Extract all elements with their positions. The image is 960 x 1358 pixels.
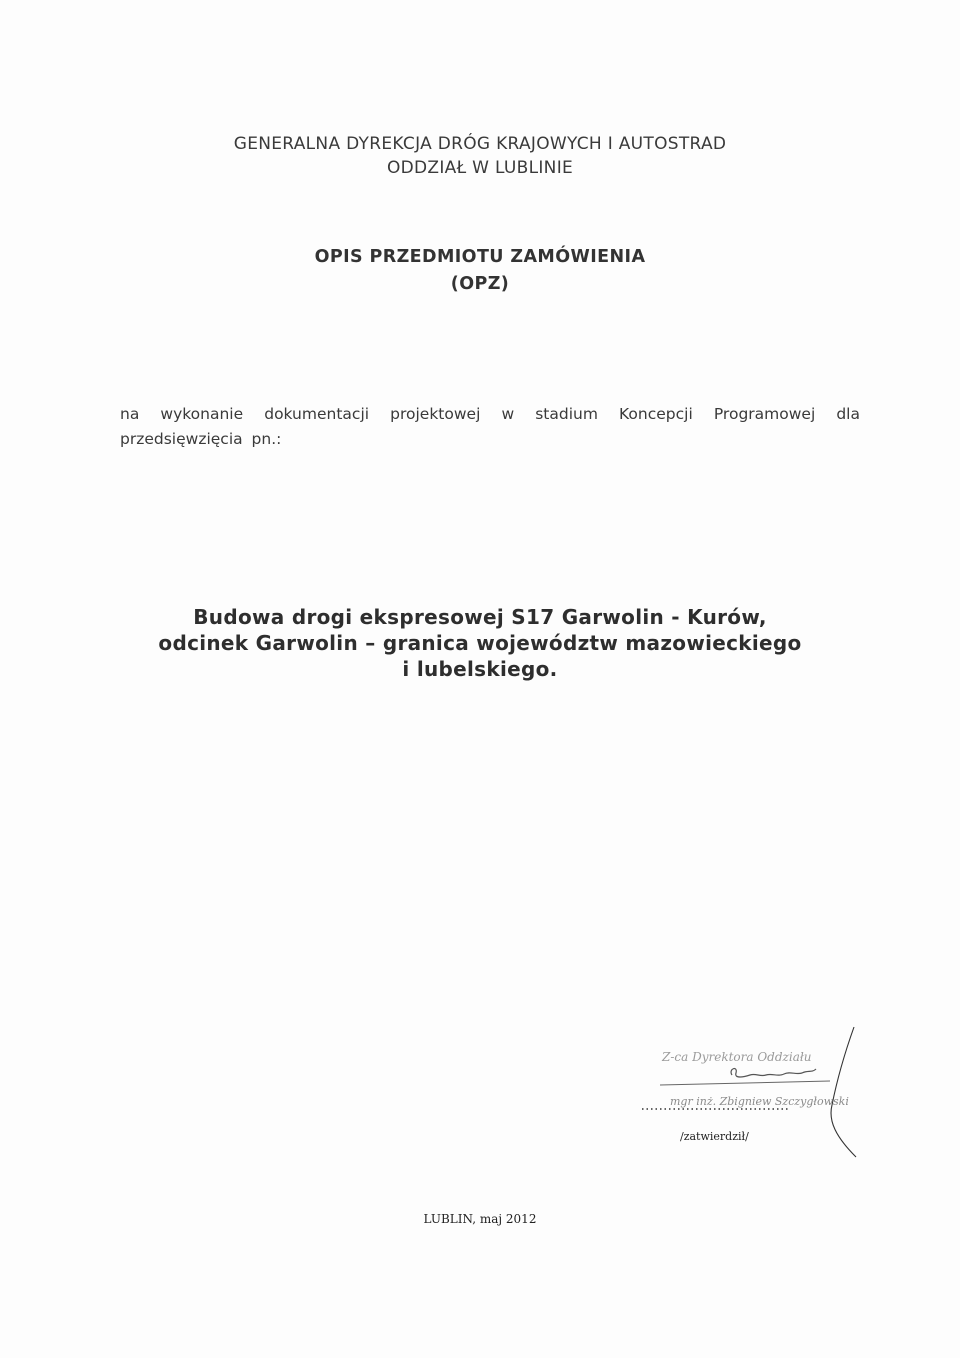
organization-name: GENERALNA DYREKCJA DRÓG KRAJOWYCH I AUTOSTRAD <box>233 134 727 154</box>
signature-underline <box>660 1081 830 1085</box>
stamp-title-text: Z-ca Dyrektora Oddziału <box>662 1050 812 1064</box>
document-title-abbrev: (OPZ) <box>450 274 510 294</box>
approved-label: /zatwierdził/ <box>680 1130 749 1143</box>
signature-stamp <box>640 1025 880 1165</box>
organization-header <box>0 132 960 180</box>
project-name <box>0 604 960 682</box>
signature-stroke <box>831 1027 856 1157</box>
project-name-line-1: Budowa drogi ekspresowej S17 Garwolin - Kurów, <box>193 605 767 629</box>
place-date: LUBLIN, maj 2012 <box>423 1212 537 1226</box>
document-title-main: OPIS PRZEDMIOTU ZAMÓWIENIA <box>314 247 646 267</box>
project-name-line-3: i lubelskiego. <box>402 657 558 681</box>
organization-branch: ODDZIAŁ W LUBLINIE <box>386 158 574 178</box>
signature-stamp-graphic <box>640 1025 880 1165</box>
signature-scribble <box>731 1069 816 1077</box>
project-name-line-2: odcinek Garwolin – granica województw mazowieckiego <box>158 631 802 655</box>
document-title <box>0 244 960 298</box>
stamp-name-text: mgr inż. Zbigniew Szczygłowski <box>670 1095 849 1108</box>
intro-paragraph: na wykonanie dokumentacji projektowej w stadium Koncepcji Programowej dla przedsięwzięcia pn.: <box>120 405 860 448</box>
